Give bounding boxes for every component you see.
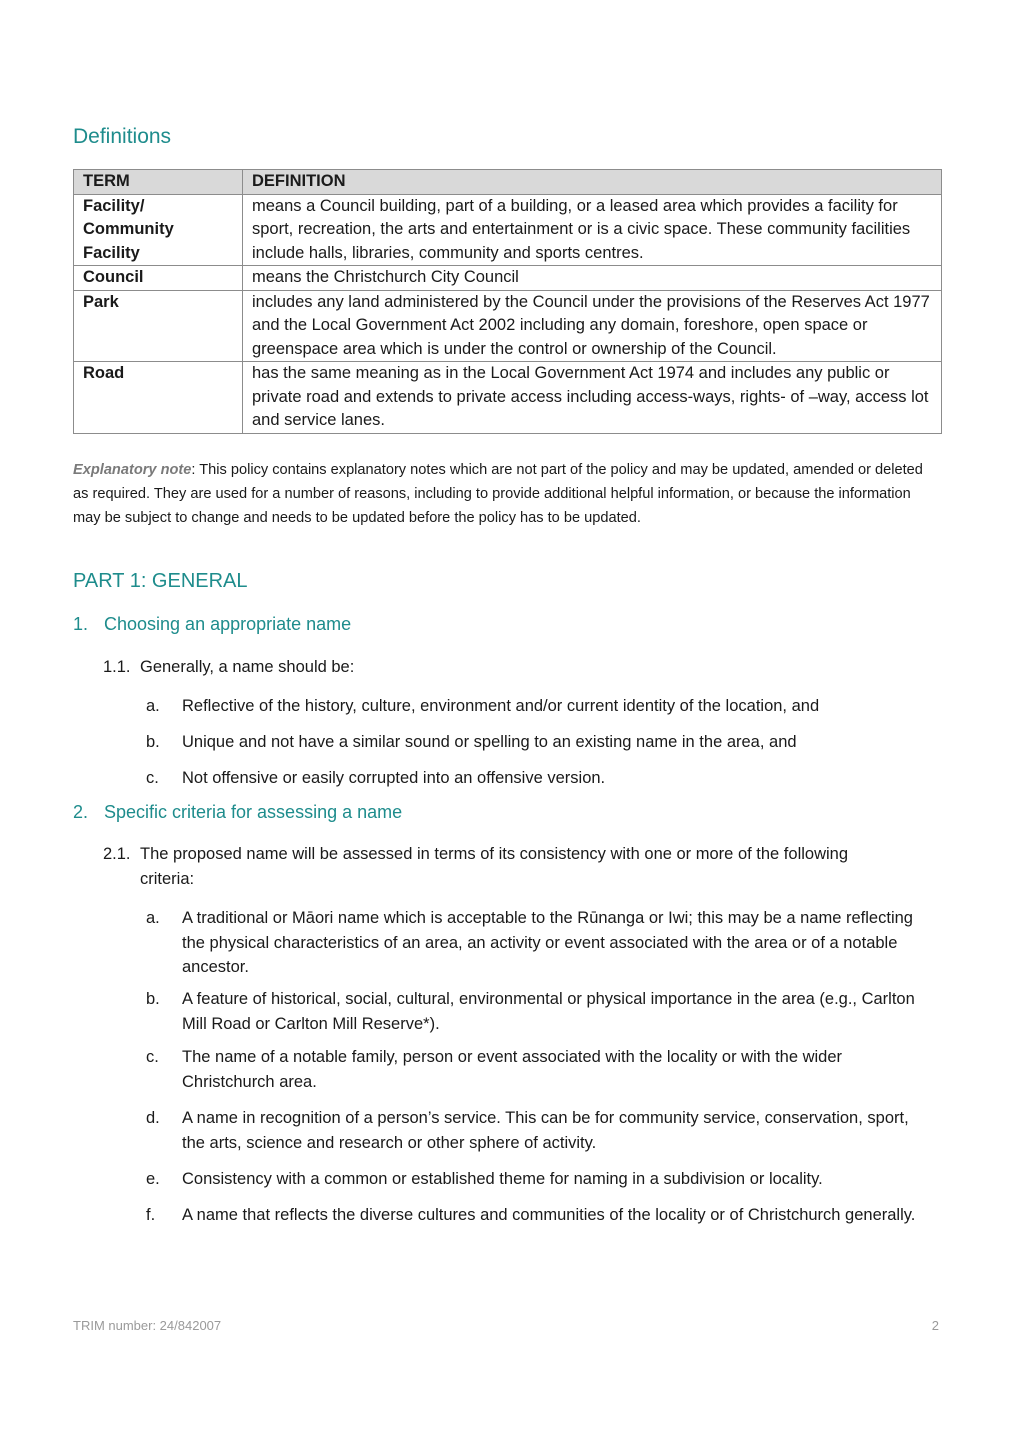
section-number: 2.: [73, 802, 89, 822]
page-number: 2: [931, 1318, 939, 1333]
clause-text: The proposed name will be assessed in terms of its consistency with one or more of the following criteria:: [140, 845, 849, 888]
column-header-definition: DEFINITION: [243, 170, 942, 195]
clause-text: Generally, a name should be:: [140, 658, 355, 676]
table-row: [74, 362, 942, 434]
definitions-table: [73, 169, 942, 434]
explanatory-note-label: Explanatory note: [73, 462, 192, 478]
list-item-letter: e.: [146, 1170, 160, 1188]
term-cell: Council: [74, 266, 243, 291]
term-cell: Road: [74, 362, 243, 434]
section-number: 1.: [73, 614, 89, 634]
column-header-term: TERM: [74, 170, 243, 195]
clause-number: 1.1.: [103, 658, 131, 676]
list-item: [146, 1167, 936, 1192]
list-item: [146, 694, 936, 719]
list-item-letter: c.: [146, 769, 159, 787]
trim-number: TRIM number: 24/842007: [73, 1318, 222, 1333]
list-item: [146, 1045, 936, 1094]
part-heading: PART 1: GENERAL: [73, 570, 248, 592]
table-row: [74, 290, 942, 362]
table-header-row: [74, 170, 942, 195]
list-item-text: Consistency with a common or established theme for naming in a subdivision or locality.: [182, 1170, 823, 1188]
list-item: [146, 1106, 936, 1155]
list-item-letter: b.: [146, 733, 160, 751]
list-item-letter: b.: [146, 990, 160, 1008]
definition-cell: has the same meaning as in the Local Government Act 1974 and includes any public or private road and extends to private access including access-ways, rights- of –way, access lot and service lanes.: [243, 362, 942, 434]
definition-cell: means a Council building, part of a building, or a leased area which provides a facility for sport, recreation, the arts and entertainment or is a civic space. These community facilities include halls, libraries, community and sports centres.: [243, 194, 942, 266]
list-item-text: A name that reflects the diverse cultures and communities of the locality or of Christchurch generally.: [182, 1206, 916, 1224]
clause: [103, 655, 933, 680]
table-row: [74, 194, 942, 266]
list-item-text: The name of a notable family, person or event associated with the locality or with the wider Christchurch area.: [182, 1048, 843, 1091]
term-cell: Facility/ Community Facility: [74, 194, 243, 266]
section-heading: [73, 614, 351, 635]
list-item-text: A traditional or Māori name which is acceptable to the Rūnanga or Iwi; this may be a name reflecting the physical characteristics of an area, an activity or event associated with the area or of a notable ancestor.: [182, 909, 913, 976]
explanatory-note: [73, 458, 941, 530]
definitions-heading: Definitions: [73, 125, 172, 148]
section-title: Choosing an appropriate name: [104, 614, 352, 634]
list-item: [146, 906, 936, 980]
list-item: [146, 1203, 936, 1228]
list-item: [146, 987, 936, 1036]
explanatory-note-text: : This policy contains explanatory notes which are not part of the policy and may be updated, amended or deleted as required. They are used for a number of reasons, including to provide additional helpful information, or because the information may be subject to change and needs to be updated before the policy has to be updated.: [73, 462, 923, 526]
definition-cell: means the Christchurch City Council: [243, 266, 942, 291]
list-item-text: Not offensive or easily corrupted into an offensive version.: [182, 769, 606, 787]
clause-number: 2.1.: [103, 845, 131, 863]
clause: [103, 842, 903, 892]
list-item-letter: f.: [146, 1206, 156, 1224]
list-item-text: Reflective of the history, culture, environment and/or current identity of the location, and: [182, 697, 820, 715]
section-heading: [73, 802, 402, 823]
list-item-letter: c.: [146, 1048, 159, 1066]
list-item: [146, 766, 936, 791]
section-title: Specific criteria for assessing a name: [104, 802, 403, 822]
list-item-text: A name in recognition of a person’s service. This can be for community service, conservation, sport, the arts, science and research or other sphere of activity.: [182, 1109, 909, 1152]
list-item-letter: d.: [146, 1109, 160, 1127]
list-item: [146, 730, 936, 755]
table-row: [74, 266, 942, 291]
term-cell: Park: [74, 290, 243, 362]
definition-cell: includes any land administered by the Council under the provisions of the Reserves Act 1977 and the Local Government Act 2002 including any domain, foreshore, open space or greenspace area which is under the control or ownership of the Council.: [243, 290, 942, 362]
list-item-letter: a.: [146, 909, 160, 927]
list-item-letter: a.: [146, 697, 160, 715]
list-item-text: Unique and not have a similar sound or spelling to an existing name in the area, and: [182, 733, 797, 751]
list-item-text: A feature of historical, social, cultural, environmental or physical importance in the area (e.g., Carlton Mill Road or Carlton Mill Reserve*).: [182, 990, 915, 1033]
